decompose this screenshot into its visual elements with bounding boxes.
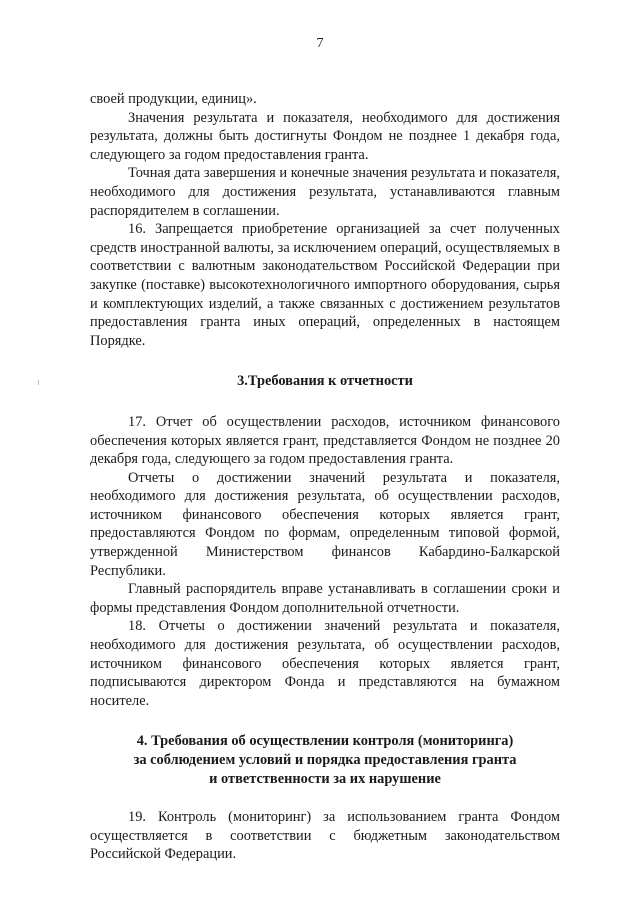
paragraph-result-deadline: Значения результата и показателя, необходимого для достижения результата, должны быть достигнуты Фондом не позднее 1 декабря года, следующего за годом предоставления гранта.: [90, 109, 560, 163]
section-heading-3: 3.Требования к отчетности: [237, 373, 413, 390]
paragraph-17: 17. Отчет об осуществлении расходов, источником финансового обеспечения которых является грант, представляется Фондом не позднее 20 декабря года, следующего за годом предоставления гранта.: [90, 413, 560, 468]
paragraph-reports-forms: Отчеты о достижении значений результата и показателя, необходимого для достижения результата, об осуществлении расходов, источником финансового обеспечения которых является грант, предоставляются Фондом по формам, определенным типовой формой, утвержденной Министерством финансов Кабардино-Балкарской Республики.: [90, 469, 560, 579]
section-heading-4: [90, 732, 560, 788]
section-heading-4-line-3: и ответственности за их нарушение: [209, 770, 441, 787]
paragraph-18: 18. Отчеты о достижении значений результата и показателя, необходимого для достижения результата, об осуществлении расходов, источником финансового обеспечения которых является грант, подписываются директором Фонда и представляются на бумажном носителе.: [90, 618, 560, 709]
paragraph-19: 19. Контроль (мониторинг) за использованием гранта Фондом осуществляется в соответствии с бюджетным законодательством Российской Федерации.: [90, 809, 560, 863]
section-heading-4-line-2: за соблюдением условий и порядка предоставления гранта: [133, 752, 517, 768]
paragraph-continuation: своей продукции, единиц».: [90, 91, 257, 107]
paragraph-additional-reporting: Главный распорядитель вправе устанавливать в соглашении сроки и формы представления Фондом дополнительной отчетности.: [90, 581, 560, 616]
page-number: 7: [316, 36, 324, 51]
paragraph-exact-date: Точная дата завершения и конечные значения результата и показателя, необходимого для достижения результата, устанавливаются главным распорядителем в соглашении.: [90, 165, 560, 219]
margin-mark: [38, 380, 39, 385]
section-heading-4-line-1: 4. Требования об осуществлении контроля (мониторинга): [136, 733, 514, 750]
document-body: [90, 90, 560, 864]
paragraph-16: 16. Запрещается приобретение организацией за счет полученных средств иностранной валюты, за исключением операций, осуществляемых в соответствии с валютным законодательством Российской Федерации при закупке (поставке) высокотехнологичного импортного оборудования, сырья и комплектующих изделий, а также связанных с достижением результатов предоставления гранта иных операций, определенных в настоящем Порядке.: [90, 221, 560, 349]
